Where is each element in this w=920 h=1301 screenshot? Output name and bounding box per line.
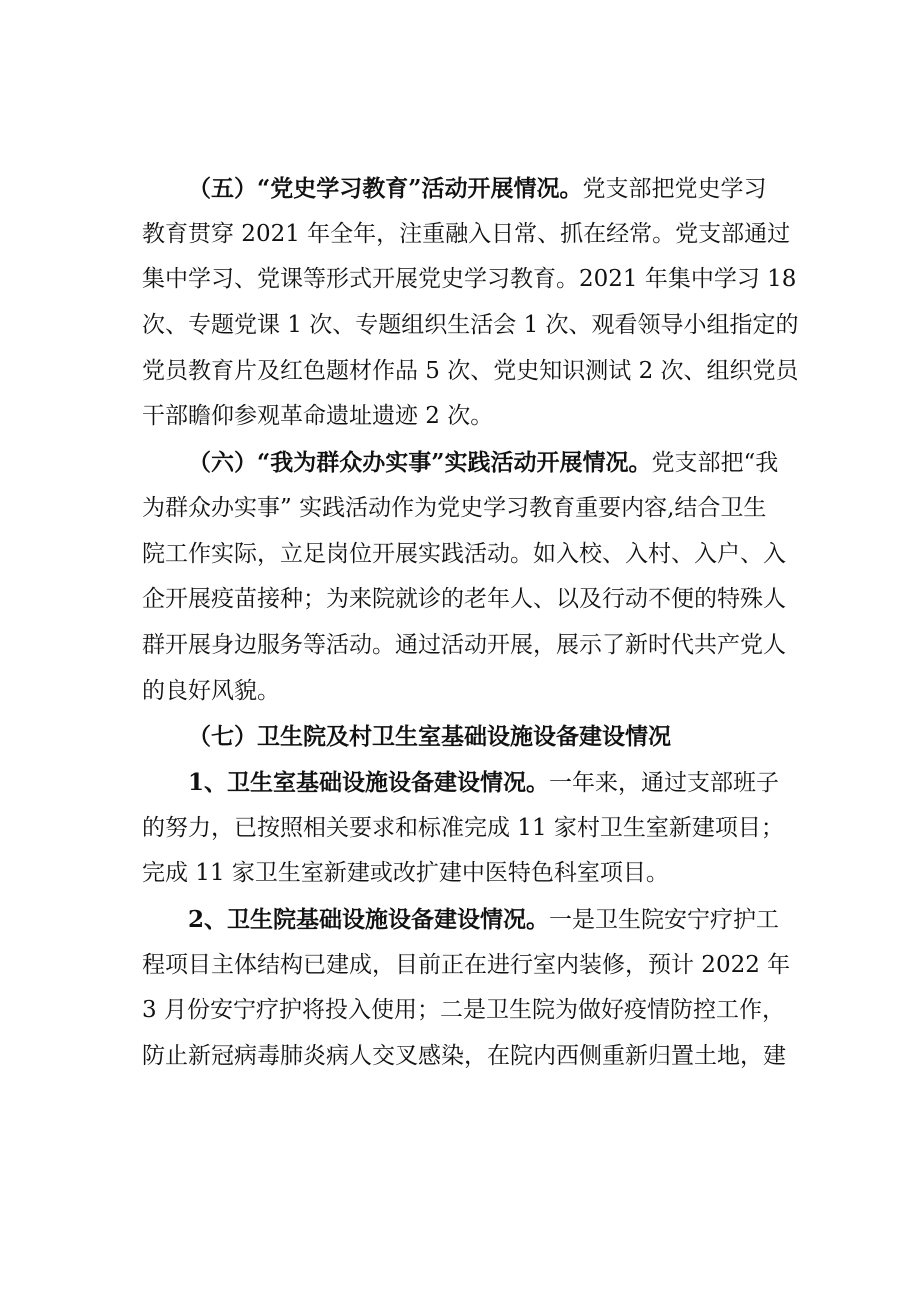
paragraph-line: 教育贯穿 2021 年全年，注重融入日常、抓在经常。党支部通过 bbox=[142, 220, 791, 247]
section-five-heading: （五）“党史学习教育”活动开展情况。 bbox=[188, 175, 583, 202]
paragraph-line: 的努力，已按照相关要求和标准完成 11 家村卫生室新建项目； bbox=[142, 814, 784, 841]
item-one-first-line bbox=[142, 760, 782, 806]
document-body bbox=[142, 166, 799, 1080]
paragraph-line: 院工作实际，立足岗位开展实践活动。如入校、入村、入户、入 bbox=[142, 540, 786, 567]
section-five-first-line-text: 党支部把党史学习 bbox=[582, 176, 767, 202]
paragraph-line: 程项目主体结构已建成，目前正在进行室内装修，预计 2022 年 bbox=[142, 951, 791, 978]
paragraph-line: 为群众办实事” 实践活动作为党史学习教育重要内容,结合卫生 bbox=[142, 494, 767, 521]
section-six bbox=[142, 440, 786, 714]
paragraph-line: 集中学习、党课等形式开展党史学习教育。2021 年集中学习 18 bbox=[142, 266, 797, 293]
paragraph-line: 企开展疫苗接种；为来院就诊的老年人、以及行动不便的特殊人 bbox=[142, 586, 786, 613]
paragraph-line: 干部瞻仰参观革命遗址遗迹 2 次。 bbox=[142, 403, 494, 430]
section-five bbox=[142, 166, 799, 440]
section-six-heading: （六）“我为群众办实事”实践活动开展情况。 bbox=[188, 449, 652, 477]
section-seven-item-two bbox=[142, 897, 791, 1080]
paragraph-line: 党员教育片及红色题材作品 5 次、党史知识测试 2 次、组织党员 bbox=[142, 357, 799, 384]
section-six-first-line-text: 党支部把“我 bbox=[651, 450, 779, 477]
section-seven-item-one bbox=[142, 760, 782, 897]
section-six-first-line bbox=[142, 440, 782, 486]
paragraph-line: 完成 11 家卫生室新建或改扩建中医特色科室项目。 bbox=[142, 860, 669, 887]
item-two-first-line bbox=[142, 897, 782, 943]
paragraph-line: 3 月份安宁疗护将投入使用；二是卫生院为做好疫情防控工作， bbox=[142, 997, 785, 1024]
paragraph-line: 次、专题党课 1 次、专题组织生活会 1 次、观看领导小组指定的 bbox=[142, 312, 799, 339]
paragraph-line: 防止新冠病毒肺炎病人交叉感染，在院内西侧重新归置土地，建 bbox=[142, 1043, 786, 1070]
paragraph-line: 的良好风貌。 bbox=[142, 677, 280, 704]
item-two-first-line-text: 一是卫生院安宁疗护工 bbox=[549, 907, 780, 933]
section-five-first-line bbox=[142, 166, 782, 212]
item-one-first-line-text: 一年来，通过支部班子 bbox=[549, 769, 780, 796]
section-seven bbox=[142, 714, 791, 1080]
item-one-heading: 1、卫生室基础设施设备建设情况。 bbox=[188, 768, 550, 796]
paragraph-line: 群开展身边服务等活动。通过活动开展，展示了新时代共产党人 bbox=[142, 631, 786, 658]
section-seven-heading: （七）卫生院及村卫生室基础设施设备建设情况 bbox=[188, 723, 671, 751]
item-two-heading: 2、卫生院基础设施设备建设情况。 bbox=[188, 906, 550, 933]
